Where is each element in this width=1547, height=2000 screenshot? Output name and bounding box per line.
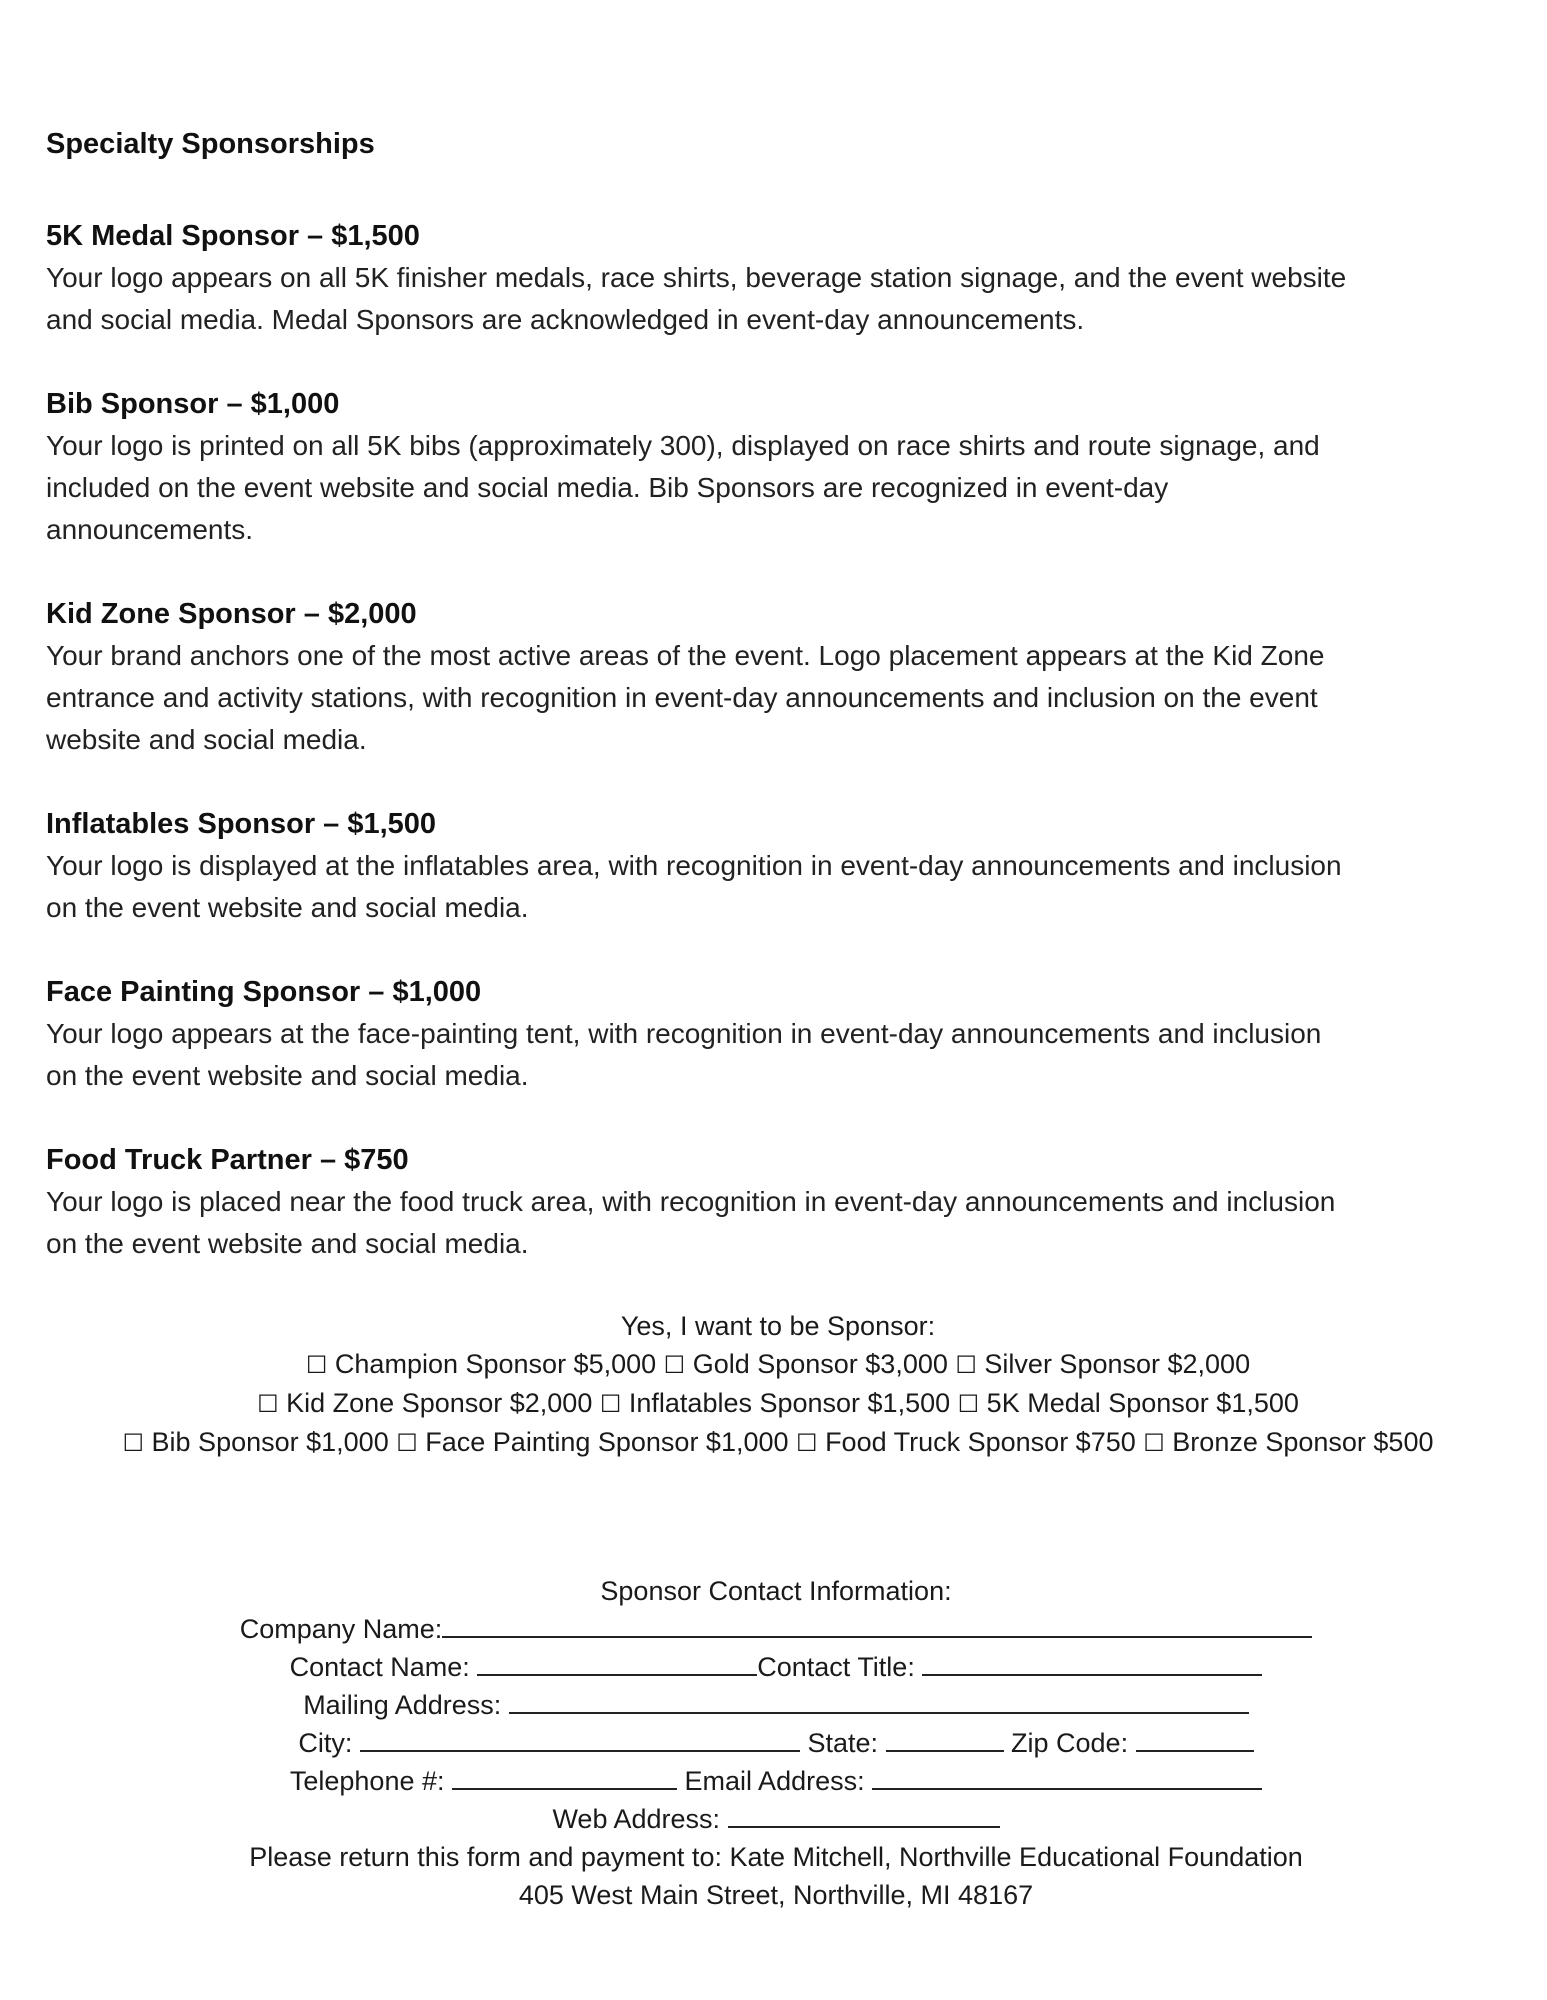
sponsorship-description-line: on the event website and social media. [46, 892, 529, 923]
contact-heading: Sponsor Contact Information: [600, 1576, 952, 1606]
sponsor-option[interactable] [306, 1349, 656, 1379]
selection-row [28, 1384, 1528, 1423]
sponsorship-item [46, 383, 1506, 551]
sponsor-option-label: Bronze Sponsor $500 [1172, 1427, 1434, 1457]
sponsor-option-label: Kid Zone Sponsor $2,000 [286, 1388, 593, 1418]
sponsor-selection [28, 1307, 1528, 1462]
sponsor-option[interactable] [955, 1349, 1250, 1379]
sponsor-option-label: 5K Medal Sponsor $1,500 [986, 1388, 1299, 1418]
sponsorship-title: Bib Sponsor – $1,000 [46, 388, 340, 420]
sponsorship-description-line: and social media. Medal Sponsors are acknowledged in event-day announcements. [46, 304, 1085, 335]
checkbox-icon[interactable]: ☐ [396, 1429, 418, 1457]
checkbox-icon[interactable]: ☐ [599, 1390, 622, 1418]
sponsor-option-label: Food Truck Sponsor $750 [825, 1427, 1136, 1457]
sponsorship-description-line: Your logo is printed on all 5K bibs (approximately 300), displayed on race shirts and route signage, and [46, 430, 1320, 461]
company-name-row [46, 1610, 1506, 1648]
checkbox-icon[interactable]: ☐ [1143, 1429, 1165, 1457]
section-title: Specialty Sponsorships [46, 128, 375, 160]
sponsor-option[interactable] [257, 1388, 592, 1418]
return-instructions: Please return this form and payment to: Kate Mitchell, Northville Educational Foundation [249, 1842, 1303, 1872]
selection-row [28, 1345, 1528, 1384]
state-field[interactable] [886, 1724, 1004, 1752]
telephone-email-row [46, 1762, 1506, 1800]
checkbox-icon[interactable]: ☐ [257, 1390, 279, 1418]
contact-name-row [46, 1648, 1506, 1686]
sponsorship-description-line: Your brand anchors one of the most active areas of the event. Logo placement appears at the Kid Zone [46, 640, 1325, 671]
company-name-field[interactable] [442, 1610, 1312, 1638]
contact-information [46, 1572, 1506, 1914]
sponsorship-title: Food Truck Partner – $750 [46, 1144, 409, 1176]
sponsor-option[interactable] [958, 1388, 1299, 1418]
sponsorship-description-line: Your logo appears at the face-painting tent, with recognition in event-day announcements and inclusion [46, 1018, 1322, 1049]
sponsor-option-label: Inflatables Sponsor $1,500 [628, 1388, 951, 1418]
sponsorship-list [46, 215, 1506, 1265]
sponsorship-description-line: entrance and activity stations, with recognition in event-day announcements and inclusion on the event [46, 682, 1318, 713]
sponsorship-item [46, 593, 1506, 761]
selection-heading: Yes, I want to be Sponsor: [620, 1311, 936, 1341]
mailing-address-field[interactable] [509, 1686, 1249, 1714]
checkbox-icon[interactable]: ☐ [122, 1429, 145, 1457]
city-field[interactable] [360, 1724, 800, 1752]
contact-title-label: Contact Title: [757, 1652, 915, 1682]
sponsor-option-label: Bib Sponsor $1,000 [151, 1427, 389, 1457]
contact-name-field[interactable] [477, 1648, 757, 1676]
telephone-field[interactable] [452, 1762, 677, 1790]
mailing-address-label: Mailing Address: [303, 1690, 502, 1720]
company-name-label: Company Name: [239, 1614, 443, 1644]
zip-code-field[interactable] [1136, 1724, 1254, 1752]
sponsorship-item [46, 803, 1506, 929]
sponsor-option-label: Champion Sponsor $5,000 [334, 1349, 657, 1379]
sponsor-option[interactable] [796, 1427, 1136, 1457]
contact-name-label: Contact Name: [289, 1652, 470, 1682]
sponsor-option-label: Silver Sponsor $2,000 [984, 1349, 1251, 1379]
checkbox-icon[interactable]: ☐ [305, 1351, 328, 1379]
sponsor-option-label: Gold Sponsor $3,000 [692, 1349, 948, 1379]
checkbox-icon[interactable]: ☐ [796, 1429, 818, 1457]
sponsorship-item [46, 215, 1506, 341]
sponsor-option[interactable] [664, 1349, 948, 1379]
sponsorship-item [46, 1139, 1506, 1265]
sponsorship-description-line: Your logo is displayed at the inflatables area, with recognition in event-day announcements and inclusion [46, 850, 1342, 881]
checkbox-icon[interactable]: ☐ [957, 1390, 980, 1418]
sponsorship-description-line: announcements. [46, 514, 254, 545]
sponsorship-title: 5K Medal Sponsor – $1,500 [46, 220, 420, 252]
email-label: Email Address: [684, 1766, 865, 1796]
web-address-label: Web Address: [552, 1804, 721, 1834]
web-address-field[interactable] [728, 1800, 1000, 1828]
sponsor-option[interactable] [600, 1388, 950, 1418]
sponsorship-title: Inflatables Sponsor – $1,500 [46, 808, 437, 840]
zip-code-label: Zip Code: [1011, 1728, 1129, 1758]
checkbox-icon[interactable]: ☐ [955, 1351, 977, 1379]
sponsorship-title: Face Painting Sponsor – $1,000 [46, 976, 482, 1008]
checkbox-icon[interactable]: ☐ [663, 1351, 686, 1379]
sponsorship-item [46, 971, 1506, 1097]
sponsor-option[interactable] [1143, 1427, 1433, 1457]
state-label: State: [807, 1728, 878, 1758]
selection-options [28, 1345, 1528, 1462]
sponsorship-description-line: included on the event website and social media. Bib Sponsors are recognized in event-day [46, 472, 1169, 503]
city-label: City: [298, 1728, 353, 1758]
sponsorship-description-line: on the event website and social media. [46, 1228, 529, 1259]
sponsorship-title: Kid Zone Sponsor – $2,000 [46, 598, 417, 630]
city-state-zip-row [46, 1724, 1506, 1762]
sponsorship-page [46, 128, 1506, 1914]
mailing-address-row [46, 1686, 1506, 1724]
selection-row [28, 1423, 1528, 1462]
telephone-label: Telephone #: [289, 1766, 445, 1796]
sponsor-option[interactable] [396, 1427, 788, 1457]
contact-title-field[interactable] [922, 1648, 1262, 1676]
sponsorship-description-line: Your logo is placed near the food truck area, with recognition in event-day announcements and inclusion [46, 1186, 1336, 1217]
email-field[interactable] [872, 1762, 1262, 1790]
sponsor-option-label: Face Painting Sponsor $1,000 [425, 1427, 789, 1457]
sponsor-option[interactable] [123, 1427, 389, 1457]
return-address: 405 West Main Street, Northville, MI 48167 [518, 1880, 1034, 1910]
sponsorship-description-line: Your logo appears on all 5K finisher medals, race shirts, beverage station signage, and the event website [46, 262, 1347, 293]
sponsorship-description-line: on the event website and social media. [46, 1060, 529, 1091]
sponsorship-description-line: website and social media. [46, 724, 367, 755]
web-address-row [46, 1800, 1506, 1838]
